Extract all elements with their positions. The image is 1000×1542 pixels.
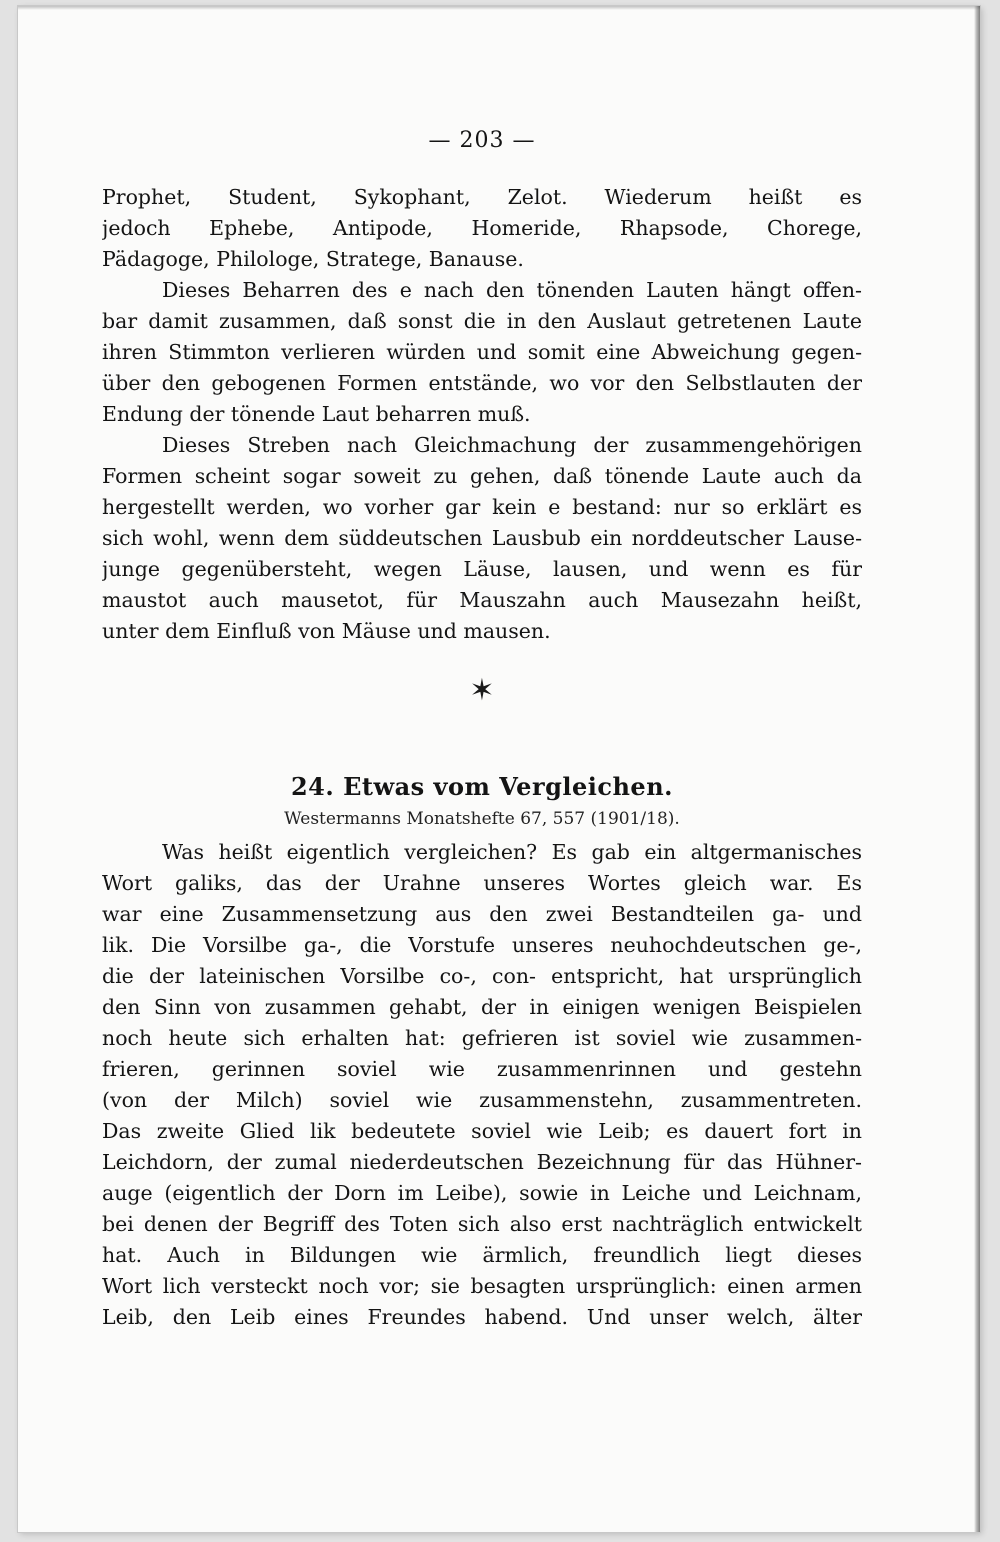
page-edge-shadow-right	[974, 6, 980, 1532]
text-line: den Sinn von zusammen gehabt, der in einigen wenigen Beispielen	[102, 995, 862, 1019]
section-heading: 24. Etwas vom Vergleichen.	[290, 772, 674, 801]
text-line: Formen scheint sogar soweit zu gehen, daß tönende Laute auch da	[102, 464, 862, 488]
text-line: war eine Zusammensetzung aus den zwei Bestandteilen ga- und	[102, 902, 862, 926]
text-line: (von der Milch) soviel wie zusammenstehn, zusammentreten.	[102, 1088, 862, 1112]
page-number: — 203 —	[428, 128, 536, 153]
text-line: Wort galiks, das der Urahne unseres Wortes gleich war. Es	[102, 871, 862, 895]
text-line: Wort lich versteckt noch vor; sie besagten ursprünglich: einen armen	[102, 1274, 862, 1298]
text-line: bar damit zusammen, daß sonst die in den Auslaut getretenen Laute	[102, 309, 862, 333]
text-line: jedoch Ephebe, Antipode, Homeride, Rhapsode, Chorege,	[102, 216, 862, 240]
text-line: noch heute sich erhalten hat: gefrieren ist soviel wie zusammen-	[102, 1026, 862, 1050]
text-line: Leib, den Leib eines Freundes habend. Und unser welch, älter	[102, 1305, 862, 1329]
text-line: Das zweite Glied lik bedeutete soviel wie Leib; es dauert fort in	[102, 1119, 862, 1143]
text-line: hat. Auch in Bildungen wie ärmlich, freundlich liegt dieses	[102, 1243, 862, 1267]
text-line: lik. Die Vorsilbe ga-, die Vorstufe unseres neuhochdeutschen ge-,	[102, 933, 862, 957]
page-edge-shadow-top	[18, 6, 980, 10]
text-line: unter dem Einfluß von Mäuse und mausen.	[102, 619, 551, 643]
section-divider-star-icon: ✶	[469, 673, 495, 708]
paragraph	[102, 430, 862, 647]
text-line: Leichdorn, der zumal niederdeutschen Bezeichnung für das Hühner-	[102, 1150, 862, 1174]
text-line: junge gegenübersteht, wegen Läuse, lausen, und wenn es für	[102, 557, 862, 581]
text-line: ihren Stimmton verlieren würden und somit eine Abweichung gegen-	[102, 340, 862, 364]
text-line: hergestellt werden, wo vorher gar kein e bestand: nur so erklärt es	[102, 495, 862, 519]
text-line: Dieses Beharren des e nach den tönenden Lauten hängt offen-	[162, 278, 862, 302]
paragraph	[102, 837, 862, 1333]
text-line: Dieses Streben nach Gleichmachung der zusammengehörigen	[162, 433, 862, 457]
text-line: über den gebogenen Formen entstände, wo vor den Selbstlauten der	[102, 371, 862, 395]
text-line: Was heißt eigentlich vergleichen? Es gab ein altgermanisches	[162, 840, 862, 864]
text-line: sich wohl, wenn dem süddeutschen Lausbub ein norddeutscher Lause-	[102, 526, 862, 550]
paragraph	[102, 182, 862, 275]
text-line: Endung der tönende Laut beharren muß.	[102, 402, 531, 426]
book-page	[18, 6, 980, 1532]
section-source-citation: Westermanns Monatshefte 67, 557 (1901/18).	[284, 809, 680, 829]
text-line: die der lateinischen Vorsilbe co-, con- entspricht, hat ursprünglich	[102, 964, 862, 988]
paragraph	[102, 275, 862, 430]
text-line: frieren, gerinnen soviel wie zusammenrinnen und gestehn	[102, 1057, 862, 1081]
text-line: Pädagoge, Philologe, Stratege, Banause.	[102, 247, 524, 271]
text-line: Prophet, Student, Sykophant, Zelot. Wiederum heißt es	[102, 185, 862, 209]
text-line: bei denen der Begriff des Toten sich also erst nachträglich entwickelt	[102, 1212, 862, 1236]
text-line: maustot auch mausetot, für Mauszahn auch Mausezahn heißt,	[102, 588, 862, 612]
text-line: auge (eigentlich der Dorn im Leibe), sowie in Leiche und Leichnam,	[102, 1181, 862, 1205]
page-text-block	[102, 126, 862, 1333]
